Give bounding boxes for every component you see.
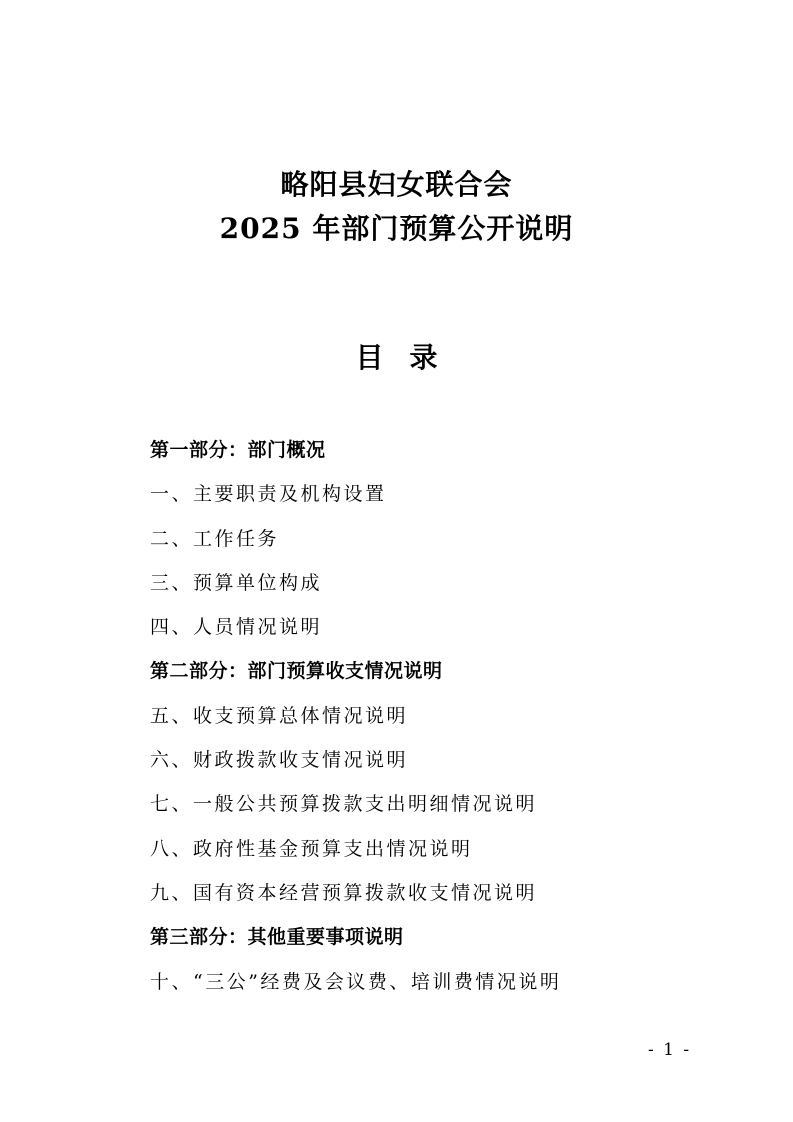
toc-entry-3: 三、预算单位构成 [150,571,323,594]
document-title [0,163,793,251]
toc-entry-4: 四、人员情况说明 [150,616,323,639]
toc-entry-6: 六、财政拨款收支情况说明 [150,749,409,772]
table-of-contents [150,428,750,1004]
page-number: - 1 - [648,1040,692,1060]
toc-entry-1: 一、主要职责及机构设置 [150,483,387,506]
toc-entry-8: 八、政府性基金预算支出情况说明 [150,837,473,860]
toc-part-2: 第二部分：部门预算收支情况说明 [150,660,443,683]
toc-entry-10: 十、“三公”经费及会议费、培训费情况说明 [150,970,562,993]
toc-part-1: 第一部分：部门概况 [150,439,326,461]
toc-entry-7: 七、一般公共预算拨款支出明细情况说明 [150,793,538,816]
toc-entry-9: 九、国有资本经营预算拨款收支情况说明 [150,881,538,904]
toc-heading: 目录 [355,341,464,374]
title-report-name: 2025 年部门预算公开说明 [219,212,574,245]
toc-entry-5: 五、收支预算总体情况说明 [150,704,409,727]
toc-part-3: 第三部分：其他重要事项说明 [150,926,404,949]
toc-entry-2: 二、工作任务 [150,527,280,550]
title-organization: 略阳县妇女联合会 [280,168,513,201]
